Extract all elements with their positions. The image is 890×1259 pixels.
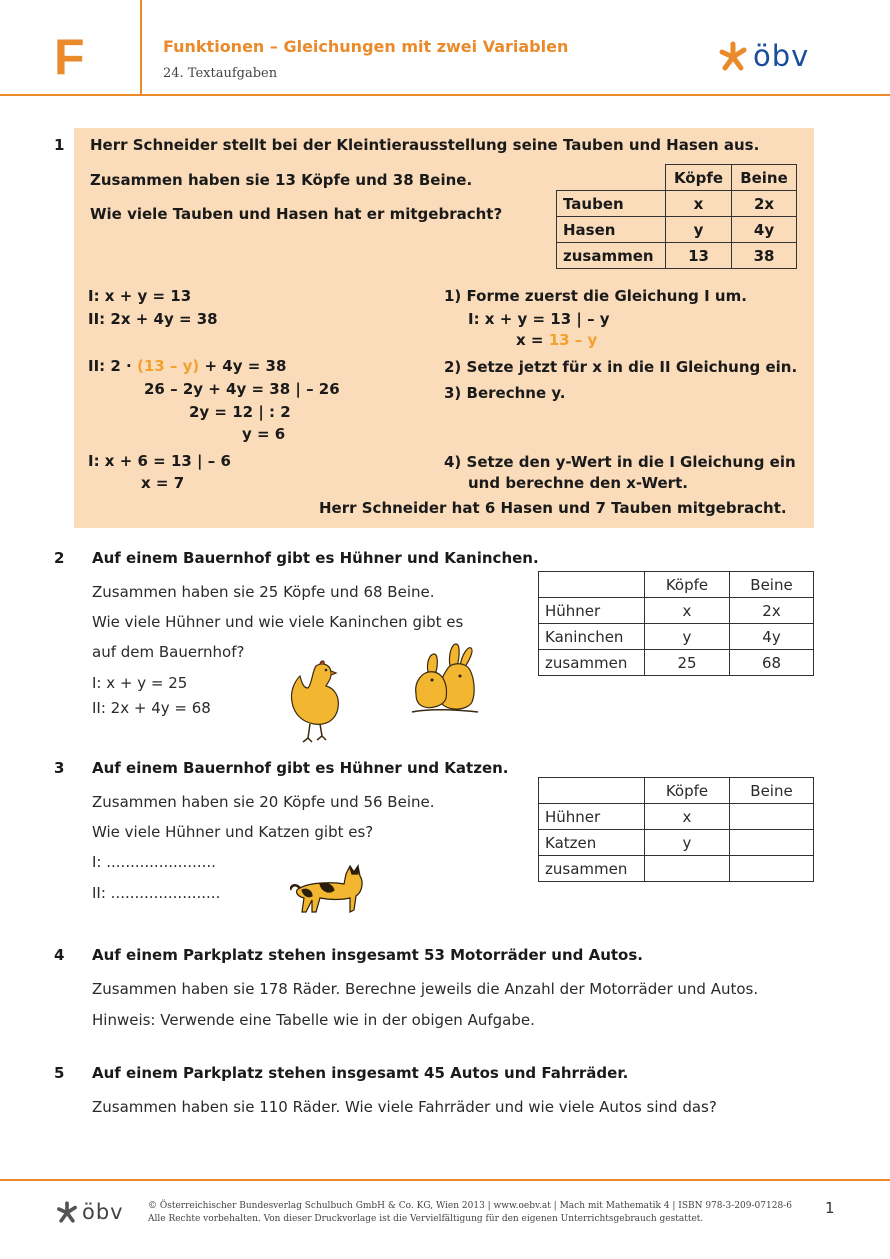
equation-2: II: 2x + 4y = 38: [88, 310, 218, 328]
table-row: [539, 804, 814, 830]
task-number-3: 3: [54, 759, 65, 777]
table-cell: 13: [666, 243, 732, 269]
page-title: Funktionen – Gleichungen mit zwei Variablen: [163, 37, 569, 56]
section-letter: F: [54, 29, 85, 85]
table-cell: zusammen: [539, 650, 645, 676]
footer-logo: [56, 1200, 124, 1224]
task3-table: [538, 777, 814, 882]
task1-line3: Wie viele Tauben und Hasen hat er mitgebracht?: [90, 205, 503, 223]
task4-line1: Zusammen haben sie 178 Räder. Berechne jeweils die Anzahl der Motorräder und Autos.: [92, 980, 759, 998]
task5-line1: Zusammen haben sie 110 Räder. Wie viele Fahrräder und wie viele Autos sind das?: [92, 1098, 717, 1116]
table-cell: 38: [732, 243, 797, 269]
table-row: [557, 191, 797, 217]
copyright: [148, 1200, 792, 1226]
header-divider: [140, 0, 142, 95]
publisher-logo: [718, 40, 809, 72]
table-cell: x: [645, 804, 730, 830]
step-1b-pre: x =: [516, 331, 549, 349]
task3-eq1: I: .......................: [92, 853, 216, 871]
table-cell: y: [666, 217, 732, 243]
equation-3-highlight: (13 – y): [136, 357, 200, 375]
task1-table: [556, 164, 797, 269]
asterisk-logo-icon: [56, 1200, 78, 1224]
task-number-2: 2: [54, 549, 65, 567]
task1-line1: Herr Schneider stellt bei der Kleintierausstellung seine Tauben und Hasen aus.: [90, 136, 760, 154]
table-cell: y: [645, 830, 730, 856]
task5-heading: Auf einem Parkplatz stehen insgesamt 45 Autos und Fahrräder.: [92, 1064, 629, 1082]
step-4b: und berechne den x-Wert.: [468, 474, 688, 492]
page-number: 1: [825, 1199, 835, 1217]
cat-icon: [290, 860, 366, 916]
header-rule: [0, 94, 890, 96]
step-1b: [516, 331, 597, 349]
table-cell: Tauben: [557, 191, 666, 217]
step-3: 3) Berechne y.: [444, 384, 566, 402]
page-subtitle: 24. Textaufgaben: [163, 66, 278, 81]
task4-line2: Hinweis: Verwende eine Tabelle wie in der obigen Aufgabe.: [92, 1011, 535, 1029]
task3-line1: Zusammen haben sie 20 Köpfe und 56 Beine.: [92, 793, 435, 811]
footer-rule: [0, 1179, 890, 1181]
chicken-icon: [286, 660, 342, 744]
task-number-1: 1: [54, 136, 65, 154]
copyright-line-2: Alle Rechte vorbehalten. Von dieser Druckvorlage ist die Vervielfältigung für den eigenen Unterrichtsgebrauch gestattet.: [148, 1214, 704, 1224]
equation-3-post: + 4y = 38: [199, 357, 287, 375]
table-cell: zusammen: [557, 243, 666, 269]
copyright-line-1: © Österreichischer Bundesverlag Schulbuch GmbH & Co. KG, Wien 2013 | www.oebv.at | Mach mit Mathematik 4 | ISBN 978-3-209-07128-6: [148, 1201, 792, 1211]
task2-table: [538, 571, 814, 676]
table-cell: x: [666, 191, 732, 217]
table-corner: [557, 165, 666, 191]
table-cell: 68: [730, 650, 814, 676]
table-row: [539, 650, 814, 676]
step-1a: I: x + y = 13 | – y: [468, 310, 610, 328]
rabbits-icon: [410, 642, 480, 718]
table-row: [539, 624, 814, 650]
table-cell: Hasen: [557, 217, 666, 243]
table-cell: 4y: [730, 624, 814, 650]
table-cell: [730, 804, 814, 830]
task3-heading: Auf einem Bauernhof gibt es Hühner und Katzen.: [92, 759, 509, 777]
step-4: 4) Setze den y-Wert in die I Gleichung ein: [444, 453, 796, 471]
table-header: Köpfe: [645, 572, 730, 598]
table-row: [557, 217, 797, 243]
table-header: Beine: [730, 778, 814, 804]
table-row: [539, 598, 814, 624]
table-cell: 2x: [730, 598, 814, 624]
table-cell: Kaninchen: [539, 624, 645, 650]
task2-line3: auf dem Bauernhof?: [92, 643, 245, 661]
equation-7: I: x + 6 = 13 | – 6: [88, 452, 231, 470]
task2-heading: Auf einem Bauernhof gibt es Hühner und Kaninchen.: [92, 549, 539, 567]
task4-heading: Auf einem Parkplatz stehen insgesamt 53 Motorräder und Autos.: [92, 946, 643, 964]
logo-text: öbv: [753, 38, 810, 73]
task-number-4: 4: [54, 946, 65, 964]
asterisk-logo-icon: [718, 40, 748, 72]
table-header: Köpfe: [666, 165, 732, 191]
table-row: [557, 243, 797, 269]
table-cell: 4y: [732, 217, 797, 243]
equation-3: [88, 357, 286, 375]
table-header: Beine: [732, 165, 797, 191]
task1-answer: Herr Schneider hat 6 Hasen und 7 Tauben mitgebracht.: [319, 499, 787, 517]
table-corner: [539, 778, 645, 804]
table-cell: y: [645, 624, 730, 650]
table-cell: zusammen: [539, 856, 645, 882]
table-cell: Hühner: [539, 598, 645, 624]
step-1: 1) Forme zuerst die Gleichung I um.: [444, 287, 747, 305]
step-2: 2) Setze jetzt für x in die II Gleichung ein.: [444, 358, 798, 376]
task3-eq2: II: .......................: [92, 884, 221, 902]
task-number-5: 5: [54, 1064, 65, 1082]
equation-3-pre: II: 2 ·: [88, 357, 137, 375]
equation-6: y = 6: [242, 425, 286, 443]
task1-line2: Zusammen haben sie 13 Köpfe und 38 Beine.: [90, 171, 473, 189]
task3-line2: Wie viele Hühner und Katzen gibt es?: [92, 823, 374, 841]
equation-4: 26 – 2y + 4y = 38 | – 26: [144, 380, 340, 398]
step-1b-highlight: 13 – y: [548, 331, 598, 349]
footer-logo-text: öbv: [82, 1199, 124, 1224]
task2-eq1: I: x + y = 25: [92, 674, 188, 692]
table-cell: [730, 830, 814, 856]
task2-eq2: II: 2x + 4y = 68: [92, 699, 211, 717]
task2-line2: Wie viele Hühner und wie viele Kaninchen gibt es: [92, 613, 464, 631]
task2-line1: Zusammen haben sie 25 Köpfe und 68 Beine.: [92, 583, 435, 601]
table-cell: Hühner: [539, 804, 645, 830]
table-cell: Katzen: [539, 830, 645, 856]
table-cell: 25: [645, 650, 730, 676]
table-cell: 2x: [732, 191, 797, 217]
table-cell: x: [645, 598, 730, 624]
table-cell: [730, 856, 814, 882]
table-header: Beine: [730, 572, 814, 598]
equation-8: x = 7: [141, 474, 185, 492]
equation-1: I: x + y = 13: [88, 287, 192, 305]
table-cell: [645, 856, 730, 882]
table-row: [539, 856, 814, 882]
equation-5: 2y = 12 | : 2: [189, 403, 291, 421]
table-header: Köpfe: [645, 778, 730, 804]
table-row: [539, 830, 814, 856]
table-corner: [539, 572, 645, 598]
